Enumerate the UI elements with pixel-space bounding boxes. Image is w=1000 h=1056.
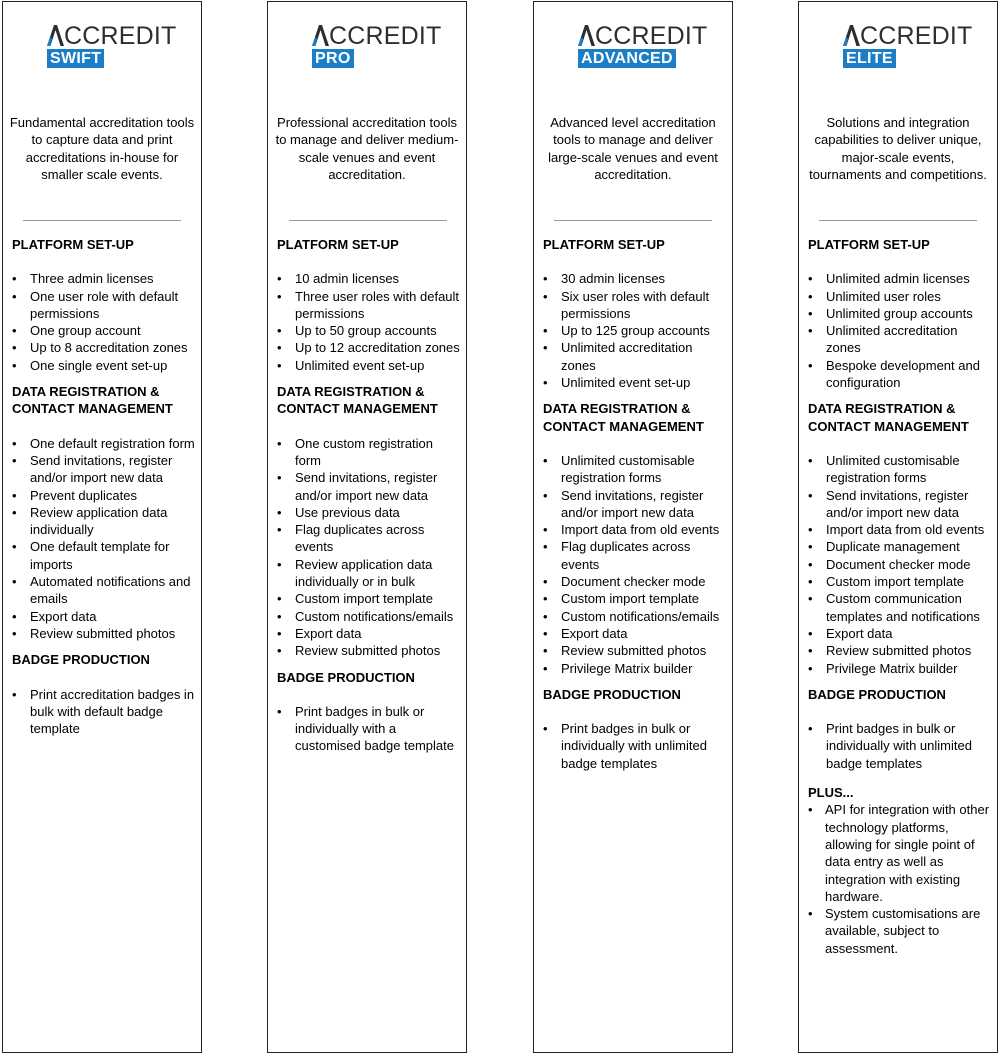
list-item: • 10 admin licenses <box>277 270 462 287</box>
list-item: • Review application data individually <box>12 504 197 539</box>
data-list <box>808 452 993 677</box>
list-item: • Review submitted photos <box>543 642 728 659</box>
badge-list <box>543 720 728 772</box>
list-item: • Send invitations, register and/or import new data <box>808 487 993 522</box>
list-item: • Up to 8 accreditation zones <box>12 339 197 356</box>
brand-wordmark: CCREDIT <box>843 24 973 48</box>
data-list <box>277 435 462 660</box>
tier-description: Advanced level accreditation tools to manage and deliver large-scale venues and event accreditation. <box>548 115 718 182</box>
tier-description: Fundamental accreditation tools to capture data and print accreditations in-house for smaller scale events. <box>9 115 195 182</box>
list-item: • Import data from old events <box>808 521 993 538</box>
badge-list <box>277 703 462 755</box>
platform-list <box>277 270 462 374</box>
tier-badge: ELITE <box>843 49 896 68</box>
section-heading: DATA REGISTRATION & CONTACT MANAGEMENT <box>808 401 969 434</box>
list-item: • Three user roles with default permissions <box>277 288 462 323</box>
list-item: • Print badges in bulk or individually with unlimited badge templates <box>543 720 728 772</box>
plus-list <box>808 801 993 957</box>
list-item: • Unlimited event set-up <box>277 357 462 374</box>
logo <box>534 24 732 70</box>
list-item: • Custom communication templates and notifications <box>808 590 993 625</box>
brand-wordmark: CCREDIT <box>47 24 177 48</box>
feature-list <box>277 236 462 755</box>
badge-list <box>12 686 197 738</box>
list-item: • Send invitations, register and/or import new data <box>277 469 462 504</box>
feature-list <box>543 236 728 772</box>
list-item: • Unlimited accreditation zones <box>808 322 993 357</box>
list-item: • One group account <box>12 322 197 339</box>
list-item: • Unlimited group accounts <box>808 305 993 322</box>
brand-wordmark: CCREDIT <box>578 24 708 48</box>
plus-heading: PLUS... <box>808 785 854 801</box>
list-item: • Duplicate management <box>808 538 993 555</box>
list-item: • Print accreditation badges in bulk with default badge template <box>12 686 197 738</box>
section-heading: PLATFORM SET-UP <box>12 237 134 252</box>
platform-list <box>543 270 728 391</box>
list-item: • Review application data individually or in bulk <box>277 556 462 591</box>
list-item: • Unlimited customisable registration forms <box>543 452 728 487</box>
tier-description: Professional accreditation tools to manage and deliver medium-scale venues and event accreditation. <box>275 115 459 182</box>
list-item: • 30 admin licenses <box>543 270 728 287</box>
feature-list <box>808 236 993 957</box>
tier-badge: ADVANCED <box>578 49 676 68</box>
divider <box>819 220 977 221</box>
list-item: • Review submitted photos <box>12 625 197 642</box>
list-item: • Up to 125 group accounts <box>543 322 728 339</box>
list-item: • Custom notifications/emails <box>543 608 728 625</box>
list-item: • Bespoke development and configuration <box>808 357 993 392</box>
platform-list <box>12 270 197 374</box>
logo <box>268 24 466 70</box>
list-item: • One default template for imports <box>12 538 197 573</box>
list-item: • Three admin licenses <box>12 270 197 287</box>
platform-list <box>808 270 993 391</box>
list-item: • Custom import template <box>543 590 728 607</box>
list-item: • Automated notifications and emails <box>12 573 197 608</box>
section-heading: PLATFORM SET-UP <box>808 237 930 252</box>
list-item: • Six user roles with default permissions <box>543 288 728 323</box>
list-item: • One single event set-up <box>12 357 197 374</box>
section-heading: BADGE PRODUCTION <box>808 686 946 702</box>
logo <box>799 24 997 70</box>
section-heading: DATA REGISTRATION & CONTACT MANAGEMENT <box>277 384 438 417</box>
badge-list <box>808 720 993 772</box>
list-item: • Privilege Matrix builder <box>808 660 993 677</box>
brand-wordmark: CCREDIT <box>312 24 442 48</box>
data-list <box>543 452 728 677</box>
section-heading: PLATFORM SET-UP <box>277 237 399 252</box>
list-item: • Review submitted photos <box>277 642 462 659</box>
list-item: • Flag duplicates across events <box>543 538 728 573</box>
section-heading: DATA REGISTRATION & CONTACT MANAGEMENT <box>12 384 173 417</box>
list-item: • One user role with default permissions <box>12 288 197 323</box>
list-item: • Send invitations, register and/or import new data <box>12 452 197 487</box>
list-item: • One default registration form <box>12 435 197 452</box>
list-item: • Export data <box>808 625 993 642</box>
list-item: • Use previous data <box>277 504 462 521</box>
list-item: • Privilege Matrix builder <box>543 660 728 677</box>
list-item: • Unlimited admin licenses <box>808 270 993 287</box>
list-item: • Review submitted photos <box>808 642 993 659</box>
list-item: • Print badges in bulk or individually with unlimited badge templates <box>808 720 993 772</box>
list-item: • Prevent duplicates <box>12 487 197 504</box>
list-item: • Unlimited user roles <box>808 288 993 305</box>
list-item: • One custom registration form <box>277 435 462 470</box>
tier-badge: PRO <box>312 49 354 68</box>
divider <box>23 220 181 221</box>
list-item: • Up to 50 group accounts <box>277 322 462 339</box>
list-item: • Custom notifications/emails <box>277 608 462 625</box>
tier-description: Solutions and integration capabilities to deliver unique, major-scale events, tournaments and competitions. <box>809 115 987 182</box>
list-item: • Document checker mode <box>808 556 993 573</box>
divider <box>554 220 712 221</box>
list-item: • Import data from old events <box>543 521 728 538</box>
list-item: • Export data <box>12 608 197 625</box>
data-list <box>12 435 197 643</box>
list-item: • Print badges in bulk or individually with a customised badge template <box>277 703 462 755</box>
list-item: • Custom import template <box>277 590 462 607</box>
tier-card-pro <box>267 1 467 1053</box>
section-heading: BADGE PRODUCTION <box>543 686 681 702</box>
divider <box>289 220 447 221</box>
section-heading: BADGE PRODUCTION <box>12 652 150 668</box>
tier-card-swift <box>2 1 202 1053</box>
section-heading: DATA REGISTRATION & CONTACT MANAGEMENT <box>543 401 704 434</box>
list-item: • Export data <box>277 625 462 642</box>
list-item: • Unlimited customisable registration forms <box>808 452 993 487</box>
list-item: • Export data <box>543 625 728 642</box>
tier-card-elite <box>798 1 998 1053</box>
logo <box>3 24 201 70</box>
list-item: • Up to 12 accreditation zones <box>277 339 462 356</box>
list-item: • Flag duplicates across events <box>277 521 462 556</box>
list-item: • API for integration with other technology platforms, allowing for single point of data entry as well as integration with existing hardware. <box>808 801 993 905</box>
list-item: • Unlimited accreditation zones <box>543 339 728 374</box>
list-item: • Custom import template <box>808 573 993 590</box>
list-item: • Send invitations, register and/or import new data <box>543 487 728 522</box>
list-item: • Unlimited event set-up <box>543 374 728 391</box>
section-heading: BADGE PRODUCTION <box>277 669 415 685</box>
tier-badge: SWIFT <box>47 49 104 68</box>
list-item: • Document checker mode <box>543 573 728 590</box>
section-heading: PLATFORM SET-UP <box>543 237 665 252</box>
tier-card-advanced <box>533 1 733 1053</box>
list-item: • System customisations are available, subject to assessment. <box>808 905 993 957</box>
feature-list <box>12 236 197 737</box>
